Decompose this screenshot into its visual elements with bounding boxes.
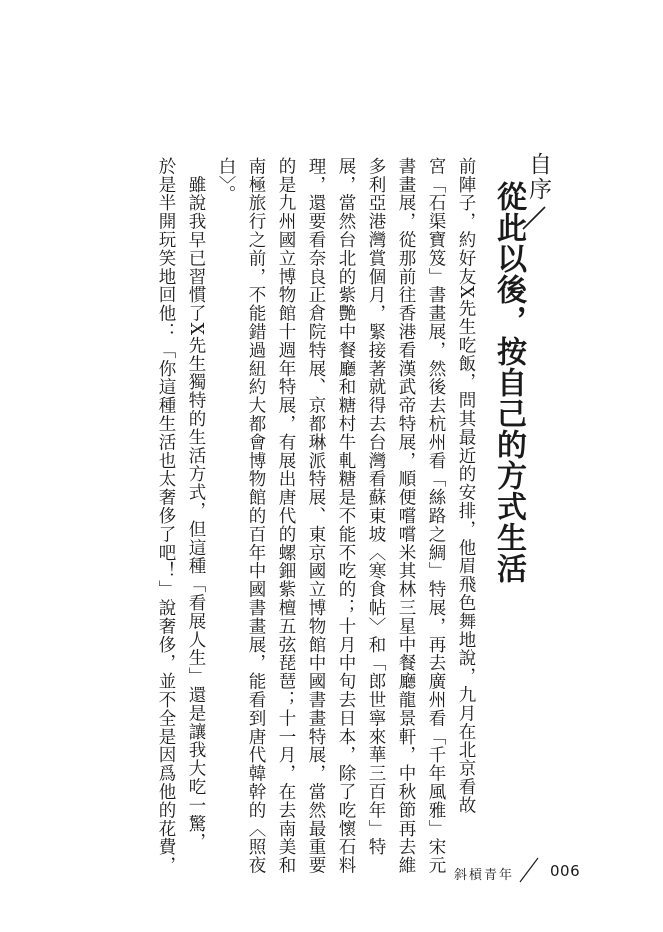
body-column: 理，還要看奈良正倉院特展、京都琳派特展、東京國立博物館中國書畫特展，當然最重要 xyxy=(306,157,326,875)
body-column: 於是半開玩笑地回他：「你這種生活也太奢侈了吧！」說奢侈，並不全是因爲他的花費， xyxy=(156,157,176,875)
footer-book-title: 斜槓青年 xyxy=(454,868,515,883)
body-column: 書畫展，從那前往香港看漢武帝特展，順便嚐嚐米其林三星中餐廳龍景軒，中秋節再去維 xyxy=(396,157,416,875)
body-column: 白〉。 xyxy=(216,157,236,204)
body-column: 宮「石渠寶笈」書畫展，然後去杭州看「絲路之綢」特展，再去廣州看「千年風雅」宋元 xyxy=(426,157,446,875)
chapter-title: 從此以後，按自己的方式生活 xyxy=(491,181,526,584)
page-number: 006 xyxy=(550,862,581,880)
body-column: 雖說我早已習慣了X先生獨特的生活方式，但這種「看展人生」還是讓我大吃一驚， xyxy=(186,157,206,852)
footer-slash-divider xyxy=(518,856,540,884)
body-column: 多利亞港灣賞個月，緊接著就得去台灣看蘇東坡〈寒食帖〉和「郎世寧來華三百年」特 xyxy=(366,157,386,857)
body-column: 的是九州國立博物館十週年特展，有展出唐代的螺鈿紫檀五弦琵琶；十一月，在去南美和 xyxy=(276,157,296,875)
body-column: 南極旅行之前，不能錯過紐約大都會博物館的百年中國書畫展，能看到唐代韓幹的〈照夜 xyxy=(246,157,266,875)
body-column: 展，當然台北的紫艷中餐廳和糖村牛軋糖是不能不吃的；十月中旬去日本，除了吃懷石料 xyxy=(336,157,356,875)
section-label: 自序 xyxy=(525,152,551,202)
body-column: 前陣子，約好友X先生吃飯，問其最近的安排，他眉飛色舞地說，九月在北京看故 xyxy=(456,157,476,815)
